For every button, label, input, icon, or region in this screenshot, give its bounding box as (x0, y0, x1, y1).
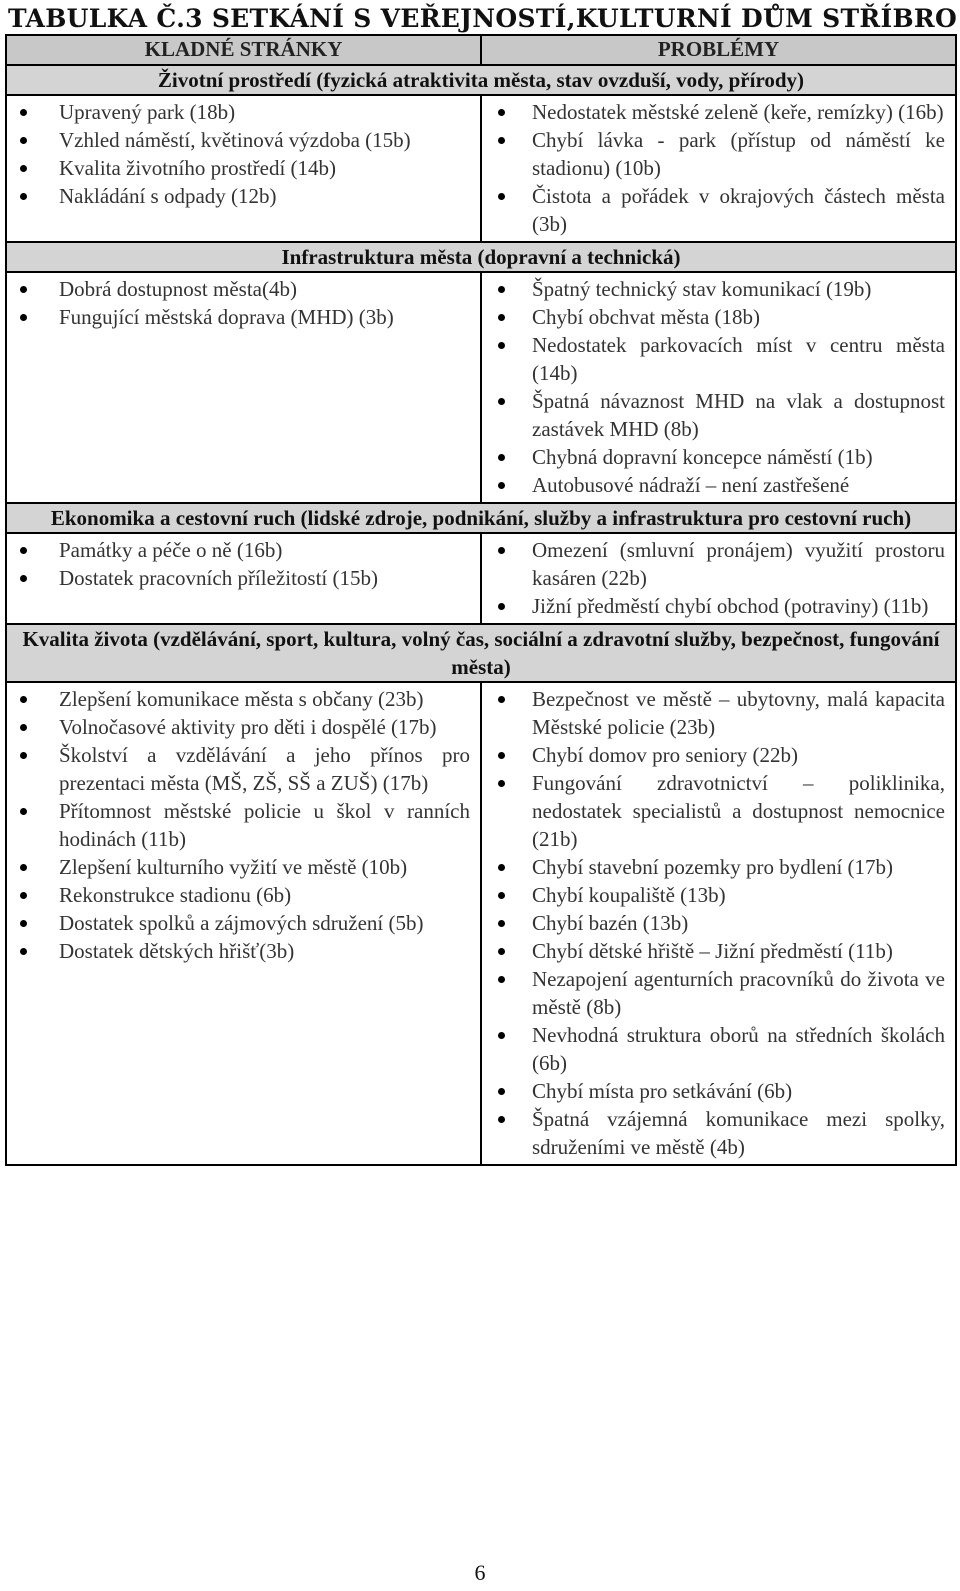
positive-item: Přítomnost městské policie u škol v ranních hodinách (11b) (7, 797, 470, 853)
problem-item: Chybí bazén (13b) (482, 909, 945, 937)
problem-item: Bezpečnost ve městě – ubytovny, malá kapacita Městské policie (23b) (482, 685, 945, 741)
header-positives: KLADNÉ STRÁNKY (6, 35, 481, 65)
positive-item: Nakládání s odpady (12b) (7, 182, 470, 210)
problems-cell (481, 95, 956, 242)
problem-item: Fungování zdravotnictví – poliklinika, nedostatek specialistů a dostupnost nemocnice (21b) (482, 769, 945, 853)
problems-cell (481, 682, 956, 1165)
positive-item: Dobrá dostupnost města(4b) (7, 275, 470, 303)
page-number: 6 (474, 1560, 486, 1585)
problem-item: Chybí dětské hřiště – Jižní předměstí (11b) (482, 937, 945, 965)
section-content-row (6, 95, 956, 242)
problem-item: Chybí stavební pozemky pro bydlení (17b) (482, 853, 945, 881)
section-content-row (6, 272, 956, 503)
section-header-row (6, 242, 956, 272)
positive-item: Památky a péče o ně (16b) (7, 536, 470, 564)
problem-item: Nezapojení agenturních pracovníků do života ve městě (8b) (482, 965, 945, 1021)
positive-item: Rekonstrukce stadionu (6b) (7, 881, 470, 909)
problems-cell (481, 533, 956, 624)
section-content-row (6, 533, 956, 624)
problems-list (482, 96, 955, 241)
section-header-row (6, 624, 956, 682)
positives-cell (6, 272, 481, 503)
positives-list (7, 683, 480, 968)
positives-list (7, 96, 480, 213)
positive-item: Dostatek dětských hřišť(3b) (7, 937, 470, 965)
problem-item: Špatná vzájemná komunikace mezi spolky, sdruženími ve městě (4b) (482, 1105, 945, 1161)
section-title: Kvalita života (vzdělávání, sport, kultura, volný čas, sociální a zdravotní služby, bezpečnost, fungování města) (6, 624, 956, 682)
positive-item: Volnočasové aktivity pro děti i dospělé (17b) (7, 713, 470, 741)
problem-item: Nedostatek parkovacích míst v centru města (14b) (482, 331, 945, 387)
positive-item: Kvalita životního prostředí (14b) (7, 154, 470, 182)
problem-item: Jižní předměstí chybí obchod (potraviny) (11b) (482, 592, 945, 620)
positive-item: Zlepšení kulturního vyžití ve městě (10b) (7, 853, 470, 881)
positive-item: Dostatek spolků a zájmových sdružení (5b) (7, 909, 470, 937)
problem-item: Špatná návaznost MHD na vlak a dostupnost zastávek MHD (8b) (482, 387, 945, 443)
section-title: Infrastruktura města (dopravní a technická) (6, 242, 956, 272)
problem-item: Autobusové nádraží – není zastřešené (482, 471, 945, 499)
positives-cell (6, 682, 481, 1165)
positive-item: Upravený park (18b) (7, 98, 470, 126)
positive-item: Zlepšení komunikace města s občany (23b) (7, 685, 470, 713)
problem-item: Nevhodná struktura oborů na středních školách (6b) (482, 1021, 945, 1077)
problem-item: Chybí místa pro setkávání (6b) (482, 1077, 945, 1105)
problems-list (482, 273, 955, 502)
positives-list (7, 534, 480, 595)
section-content-row (6, 682, 956, 1165)
problems-cell (481, 272, 956, 503)
section-header-row (6, 503, 956, 533)
problem-item: Omezení (smluvní pronájem) využití prostoru kasáren (22b) (482, 536, 945, 592)
positives-list (7, 273, 480, 334)
problems-list (482, 683, 955, 1164)
problem-item: Chybí koupaliště (13b) (482, 881, 945, 909)
section-title: Životní prostředí (fyzická atraktivita města, stav ovzduší, vody, přírody) (6, 65, 956, 95)
positive-item: Fungující městská doprava (MHD) (3b) (7, 303, 470, 331)
positive-item: Vzhled náměstí, květinová výzdoba (15b) (7, 126, 470, 154)
positive-item: Dostatek pracovních příležitostí (15b) (7, 564, 470, 592)
positives-cell (6, 533, 481, 624)
document-title: TABULKA Č.3 SETKÁNÍ S VEŘEJNOSTÍ,KULTURNÍ DŮM STŘÍBRO (8, 4, 958, 33)
problem-item: Nedostatek městské zeleně (keře, remízky) (16b) (482, 98, 945, 126)
problem-item: Chybí obchvat města (18b) (482, 303, 945, 331)
problem-item: Chybí domov pro seniory (22b) (482, 741, 945, 769)
positives-cell (6, 95, 481, 242)
header-problems: PROBLÉMY (481, 35, 956, 65)
problems-list (482, 534, 955, 623)
positive-item: Školství a vzdělávání a jeho přínos pro prezentaci města (MŠ, ZŠ, SŠ a ZUŠ) (17b) (7, 741, 470, 797)
problem-item: Chybí lávka - park (přístup od náměstí ke stadionu) (10b) (482, 126, 945, 182)
survey-table (5, 34, 957, 1166)
section-title: Ekonomika a cestovní ruch (lidské zdroje, podnikání, služby a infrastruktura pro cestovní ruch) (6, 503, 956, 533)
problem-item: Špatný technický stav komunikací (19b) (482, 275, 945, 303)
problem-item: Čistota a pořádek v okrajových částech města (3b) (482, 182, 945, 238)
column-header-row (6, 35, 956, 65)
table-body (6, 35, 956, 1165)
problem-item: Chybná dopravní koncepce náměstí (1b) (482, 443, 945, 471)
section-header-row (6, 65, 956, 95)
